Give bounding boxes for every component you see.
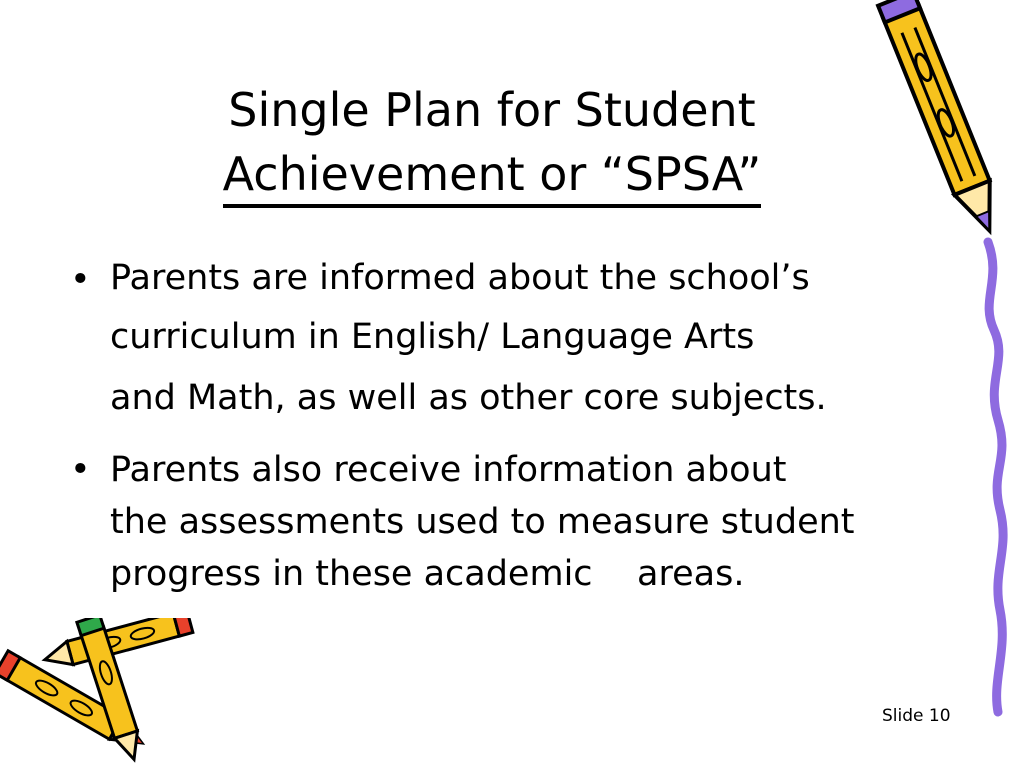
bullet-list <box>70 252 950 600</box>
pencil-icon <box>860 0 1024 768</box>
slide-number: Slide 10 <box>882 706 951 726</box>
bullet-line: Parents are informed about the school’s <box>110 258 810 298</box>
bullet-symbol: • <box>70 450 91 490</box>
bullet-line: Parents also receive information about <box>110 450 787 490</box>
bullet-line: progress in these academic areas. <box>110 554 745 594</box>
bullet-line: the assessments used to measure student <box>110 502 855 542</box>
bullet-item <box>70 252 950 426</box>
title-line-1: Single Plan for Student <box>228 83 756 137</box>
pencils-icon <box>0 618 210 768</box>
bullet-line: curriculum in English/ Language Arts <box>110 317 755 357</box>
bullet-item <box>70 444 950 600</box>
title-line-2: Achievement or “SPSA” <box>223 144 762 208</box>
slide-title <box>172 78 812 208</box>
bullet-symbol: • <box>70 260 91 300</box>
bullet-line: and Math, as well as other core subjects. <box>110 378 827 418</box>
